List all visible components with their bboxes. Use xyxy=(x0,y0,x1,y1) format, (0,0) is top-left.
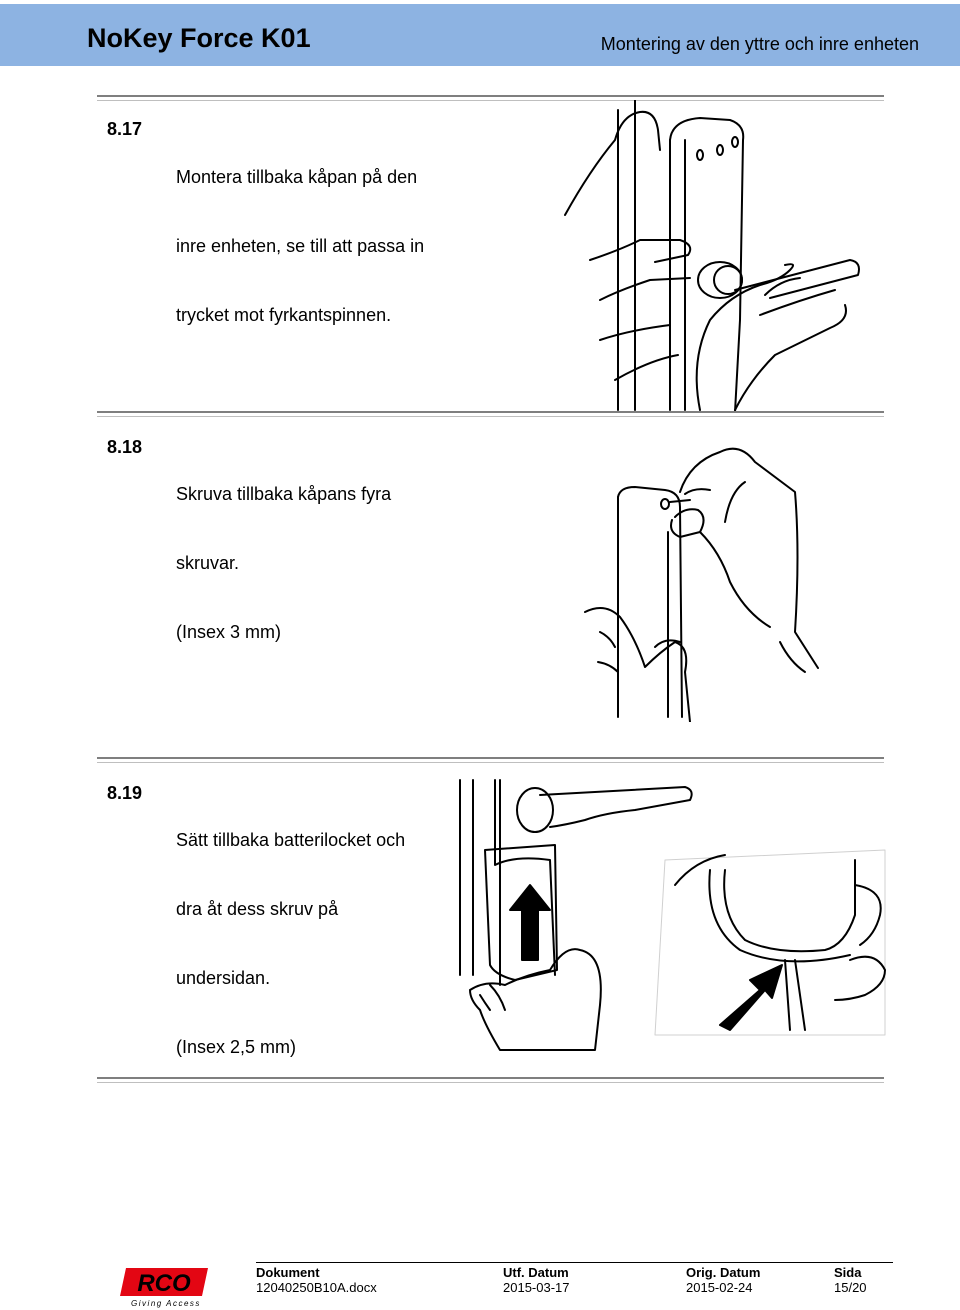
step-number: 8.19 xyxy=(107,783,143,803)
rco-logo xyxy=(120,1262,212,1308)
footer-orig-datum xyxy=(686,1265,760,1295)
section-divider xyxy=(97,757,884,763)
section-divider xyxy=(97,411,884,417)
battery-cover-illustration xyxy=(455,775,890,1055)
footer-divider xyxy=(256,1262,893,1263)
instruction-line: dra åt dess skruv på xyxy=(176,899,339,919)
instruction-line: Montera tillbaka kåpan på den xyxy=(176,167,418,187)
step-instruction xyxy=(176,783,405,1082)
section-title: Montering av den yttre och inre enheten xyxy=(600,34,919,54)
step-number: 8.18 xyxy=(107,437,143,457)
instruction-line: inre enheten, se till att passa in xyxy=(176,236,425,256)
step-number: 8.17 xyxy=(107,119,143,139)
instruction-line: undersidan. xyxy=(176,968,271,988)
sida-value: 15/20 xyxy=(834,1280,867,1295)
orig-datum-label: Orig. Datum xyxy=(686,1265,761,1280)
step-instruction xyxy=(176,437,391,667)
document-value: 12040250B10A.docx xyxy=(256,1280,377,1295)
instruction-line: skruvar. xyxy=(176,553,240,573)
orig-datum-value: 2015-02-24 xyxy=(686,1280,753,1295)
document-title: NoKey Force K01 xyxy=(87,23,311,53)
footer-utf-datum xyxy=(503,1265,570,1295)
screwing-cover-illustration xyxy=(580,432,820,722)
step-instruction xyxy=(176,120,424,350)
instruction-line: (Insex 2,5 mm) xyxy=(176,1037,297,1057)
footer-document xyxy=(256,1265,377,1295)
section-divider xyxy=(97,1077,884,1083)
instruction-line: Sätt tillbaka batterilocket och xyxy=(176,830,406,850)
instruction-line: (Insex 3 mm) xyxy=(176,622,282,642)
page-header xyxy=(0,4,960,66)
instruction-line: trycket mot fyrkantspinnen. xyxy=(176,305,392,325)
svg-text:RCO: RCO xyxy=(137,1270,191,1297)
utf-datum-value: 2015-03-17 xyxy=(503,1280,570,1295)
document-label: Dokument xyxy=(256,1265,320,1280)
footer-sida xyxy=(834,1265,867,1295)
svg-text:Giving Access: Giving Access xyxy=(131,1299,201,1308)
sida-label: Sida xyxy=(834,1265,862,1280)
utf-datum-label: Utf. Datum xyxy=(503,1265,569,1280)
mounting-cover-illustration xyxy=(560,100,870,412)
instruction-line: Skruva tillbaka kåpans fyra xyxy=(176,484,392,504)
